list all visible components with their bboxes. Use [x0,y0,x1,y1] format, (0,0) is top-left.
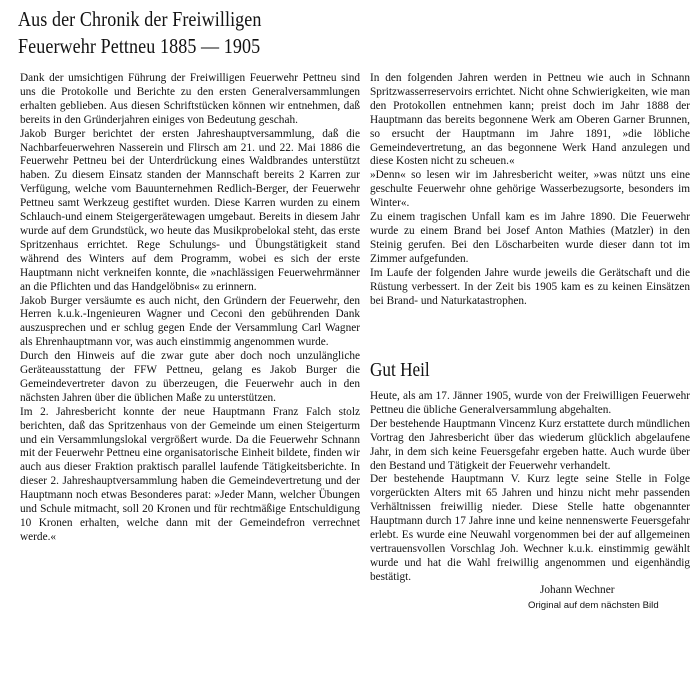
image-caption: Original auf dem nächsten Bild [528,600,659,611]
paragraph: »Denn« so lesen wir im Jahresbericht weiter, »was nützt uns eine geschulte Feuerwehr ohne gehörige Wasserbezugsorte, besonders im Winter«. [370,169,690,210]
paragraph: Im 2. Jahresbericht konnte der neue Hauptmann Franz Falch stolz berichten, daß das Spritzenhaus von der Gemeinde um einen Steigerturm und ein Versammlungslokal vergrößert wurde. Da die Feuerwehr Schnann mit der Feuerwehr Pettneu eine organisatorische Einheit bildete, finden wir auch aus dieser Fraktion praktisch parallel laufende Tätigkeitsberichte. In dieser 2. Jahreshauptversammlung haben die Gemeindevertretung und der Hauptmann noch etwas Besonderes parat: »Jeder Mann, welcher Übungen und Schule mitmacht, soll 20 Kronen und für rechtmäßige Entschuldigung 10 Kronen erhalten, welche dann mit der Gemeindefron verrechnet werde.« [20,405,360,543]
paragraph: Jakob Burger berichtet der ersten Jahreshauptversammlung, daß die Nachbarfeuerwehren Nasserein und Flirsch am 21. und 22. Mai 1886 die Feuerwehr Pettneu bei der Unterdrückung eines Waldbrandes unterstützt haben. Zu diesem Einsatz standen der Mannschaft bereits 2 Karren zur Verfügung, welche vom Bauunternehmen Redlich-Berger, der Feuerwehr Pettneu samt Werkzeug gestiftet wurden. Diese Karren wurden zu einem Schlauch-und einem Steigergerätewagen umgebaut. Bereits in diesem Jahr wurde auf dem Grundstück, wo heute das Musikprobelokal steht, das erste Spritzenhaus errichtet. Rege Schulungs- und Übungstätigkeit stand während des Winters auf dem Programm, wobei es sich der erste Hauptmann nicht verkneifen konnte, die »nachlässigen Feuerwehrmänner an die Pflichten und das Handgelöbnis« zu erinnern. [20,127,360,293]
paragraph: Der bestehende Hauptmann Vincenz Kurz erstattete durch mündlichen Vortrag den Jahresbericht über das wiederum glücklich abgelaufene Jahr, in dem sich keine Feuersgefahr ergeben hatte. Auch wurde über den Bestand und Tätigkeit der Feuerwehr verhandelt. [370,417,690,472]
right-column [370,72,690,308]
paragraph: Zu einem tragischen Unfall kam es im Jahre 1890. Die Feuerwehr wurde zu einem Brand bei Josef Anton Mathies (Matzler) in den Steinig gerufen. Bei den Löscharbeiten wurde dieser dann tot im Zimmer aufgefunden. [370,211,690,265]
paragraph: Durch den Hinweis auf die zwar gute aber doch noch unzulängliche Geräteausstattung der FFW Pettneu, gelang es Jakob Burger die Gemeindevertreter davon zu überzeugen, die Feuerwehr auch in den nächsten Jahren über die üblichen Maße zu unterstützen. [20,350,360,404]
paragraph: Heute, als am 17. Jänner 1905, wurde von der Freiwilligen Feuerwehr Pettneu die übliche Generalversammlung abgehalten. [370,390,690,416]
signature: Johann Wechner [540,584,615,596]
paragraph: Jakob Burger versäumte es auch nicht, den Gründern der Feuerwehr, den Herren k.u.k.-Ingenieuren Wagner und Ceconi den gebührenden Dank auszusprechen und er schlug gegen Ende der Versammlung Carl Wagner als Ehrenhauptmann vor, was auch einstimmig angenommen wurde. [20,294,360,349]
paragraph: In den folgenden Jahren werden in Pettneu wie auch in Schnann Spritzwasserreservoirs errichtet. Nicht ohne Schwierigkeiten, wie man den Protokollen entnehmen kann; preist doch im Jahr 1888 der Hauptmann das bereits begonnene Werk am Oberen Garner Brunnen, so ersucht der Hauptmann im Jahre 1891, »die löbliche Gemeindevertretung, an das begonnene Werk Hand anzulegen und diese Kosten nicht zu scheuen.« [370,72,690,168]
section-body [370,390,690,585]
paragraph: Dank der umsichtigen Führung der Freiwilligen Feuerwehr Pettneu sind uns die Protokolle und Berichte zu den ersten Generalversammlungen erhalten geblieben. Aus diesen Schriftstücken können wir entnehmen, daß bereits in den Gründerjahren einiges von Bedeutung geschah. [20,72,360,126]
title-line-2: Feuerwehr Pettneu 1885 — 1905 [18,34,261,58]
paragraph: Der bestehende Hauptmann V. Kurz legte seine Stelle in Folge vorgerückten Alters mit 65 Jahren und hinzu nicht mehr passenden Verhältnissen freiwillig nieder. Diese Stelle hatte obgenannter Hauptmann durch 17 Jahre inne und keine nennenswerte Feuersgefahr erlebt. Es wurde eine Neuwahl vorgenommen bei der auf allgemeinen vertrauensvollen Vorschlag Joh. Wechner k.u.k. einstimmig gewählt wurde und hat die Wahl freiwillig angenommen und eigenhändig bestätigt. [370,473,690,583]
title-line-1: Aus der Chronik der Freiwilligen [18,7,262,31]
paragraph: Im Laufe der folgenden Jahre wurde jeweils die Gerätschaft und die Rüstung verbessert. In der Zeit bis 1905 kam es zu keinen Einsätzen bei Brand- und Naturkatastrophen. [370,266,690,307]
left-column [20,72,360,545]
page-title [18,6,396,60]
section-title: Gut Heil [370,359,430,381]
